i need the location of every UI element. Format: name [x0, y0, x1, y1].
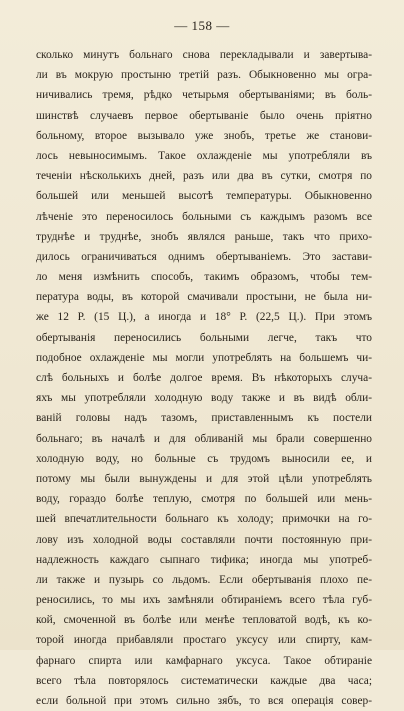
text-line: фарнаго спирта или камфарнаго уксуса. Такое обтираніе	[36, 654, 372, 667]
text-line: лось невыносимымъ. Такое охлажденіе мы употребляли въ	[36, 149, 372, 162]
text-line: же 12 Р. (15 Ц.), а иногда и 18° Р. (22,5 Ц.). При этомъ	[36, 311, 372, 324]
text-line: слѣ больныхъ и болѣе долгое время. Въ нѣкоторыхъ случа-	[36, 372, 372, 384]
text-line: холодную воду, но больные съ трудомъ выносили ее, и	[36, 452, 372, 465]
text-line: обертыванія переносились больными легче, такъ что	[36, 331, 372, 344]
page-number: — 158 —	[174, 18, 230, 33]
text-line: реносились, то мы ихъ замѣняли обтираніемъ всего тѣла губ-	[36, 594, 372, 607]
text-line: шей впечатлительности больнаго къ холоду; примочки на го-	[36, 513, 372, 526]
text-line: шинствѣ случаевъ первое обертываніе было очень пріятно	[36, 109, 372, 122]
text-line: ничивались тремя, рѣдко четырьмя обертываніями; въ боль-	[36, 89, 372, 102]
text-line: кой, смоченной въ болѣе или менѣе тепловатой водѣ, къ ко-	[36, 614, 372, 627]
text-line: лову изъ холодной воды составляли почти постоянную при-	[36, 533, 372, 546]
text-line: больному, второе вызывало уже знобъ, третье же станови-	[36, 129, 372, 142]
body-text	[36, 45, 372, 711]
text-line: дилось ограничиваться однимъ обертываніемъ. Это застави-	[36, 250, 372, 263]
text-line: подобное охлажденіе мы могли употреблять на большемъ чи-	[36, 351, 372, 364]
text-line: большей или меньшей высотѣ температуры. Обыкновенно	[36, 190, 372, 203]
text-line: потому мы были вынуждены и для этой цѣли употреблять	[36, 472, 372, 485]
text-line: если больной при этомъ сильно зябъ, то вся операція совер-	[36, 695, 372, 707]
text-line: всего тѣла повторялось систематически каждые два часа;	[36, 674, 372, 687]
text-line: лѣченіе это переносилось больными съ каждымъ разомъ все	[36, 210, 372, 223]
text-line: ли также и пузырь со льдомъ. Если обертыванія плохо пе-	[36, 573, 372, 586]
text-line: воду, гораздо болѣе теплую, смотря по большей или мень-	[36, 493, 372, 506]
text-line: надлежность каждаго сыпнаго тифика; иногда мы употреб-	[36, 553, 372, 566]
text-line: пература воды, въ которой смачивали простыни, не была ни-	[36, 291, 372, 304]
text-line: сколько минутъ больнаго снова перекладывали и завертыва-	[36, 49, 372, 61]
text-line: ваній головы надъ тазомъ, приставленнымъ къ постели	[36, 412, 372, 425]
text-line: торой иногда прибавляли простаго уксусу или спирту, кам-	[36, 634, 372, 647]
text-line: ли въ мокрую простыню третій разъ. Обыкновенно мы огра-	[36, 69, 372, 82]
text-line: ло меня измѣнить способъ, такимъ образомъ, чтобы тем-	[36, 271, 372, 284]
text-line: больнаго; въ началѣ и для обливаній мы брали совершенно	[36, 432, 372, 445]
text-line: труднѣе и труднѣе, знобъ являлся раньше, такъ что прихо-	[36, 230, 372, 243]
text-line: яхъ мы употребляли холодную воду также и въ видѣ обли-	[36, 392, 372, 405]
text-line: теченіи нѣсколькихъ дней, разъ или два въ сутки, смотря по	[36, 170, 372, 183]
